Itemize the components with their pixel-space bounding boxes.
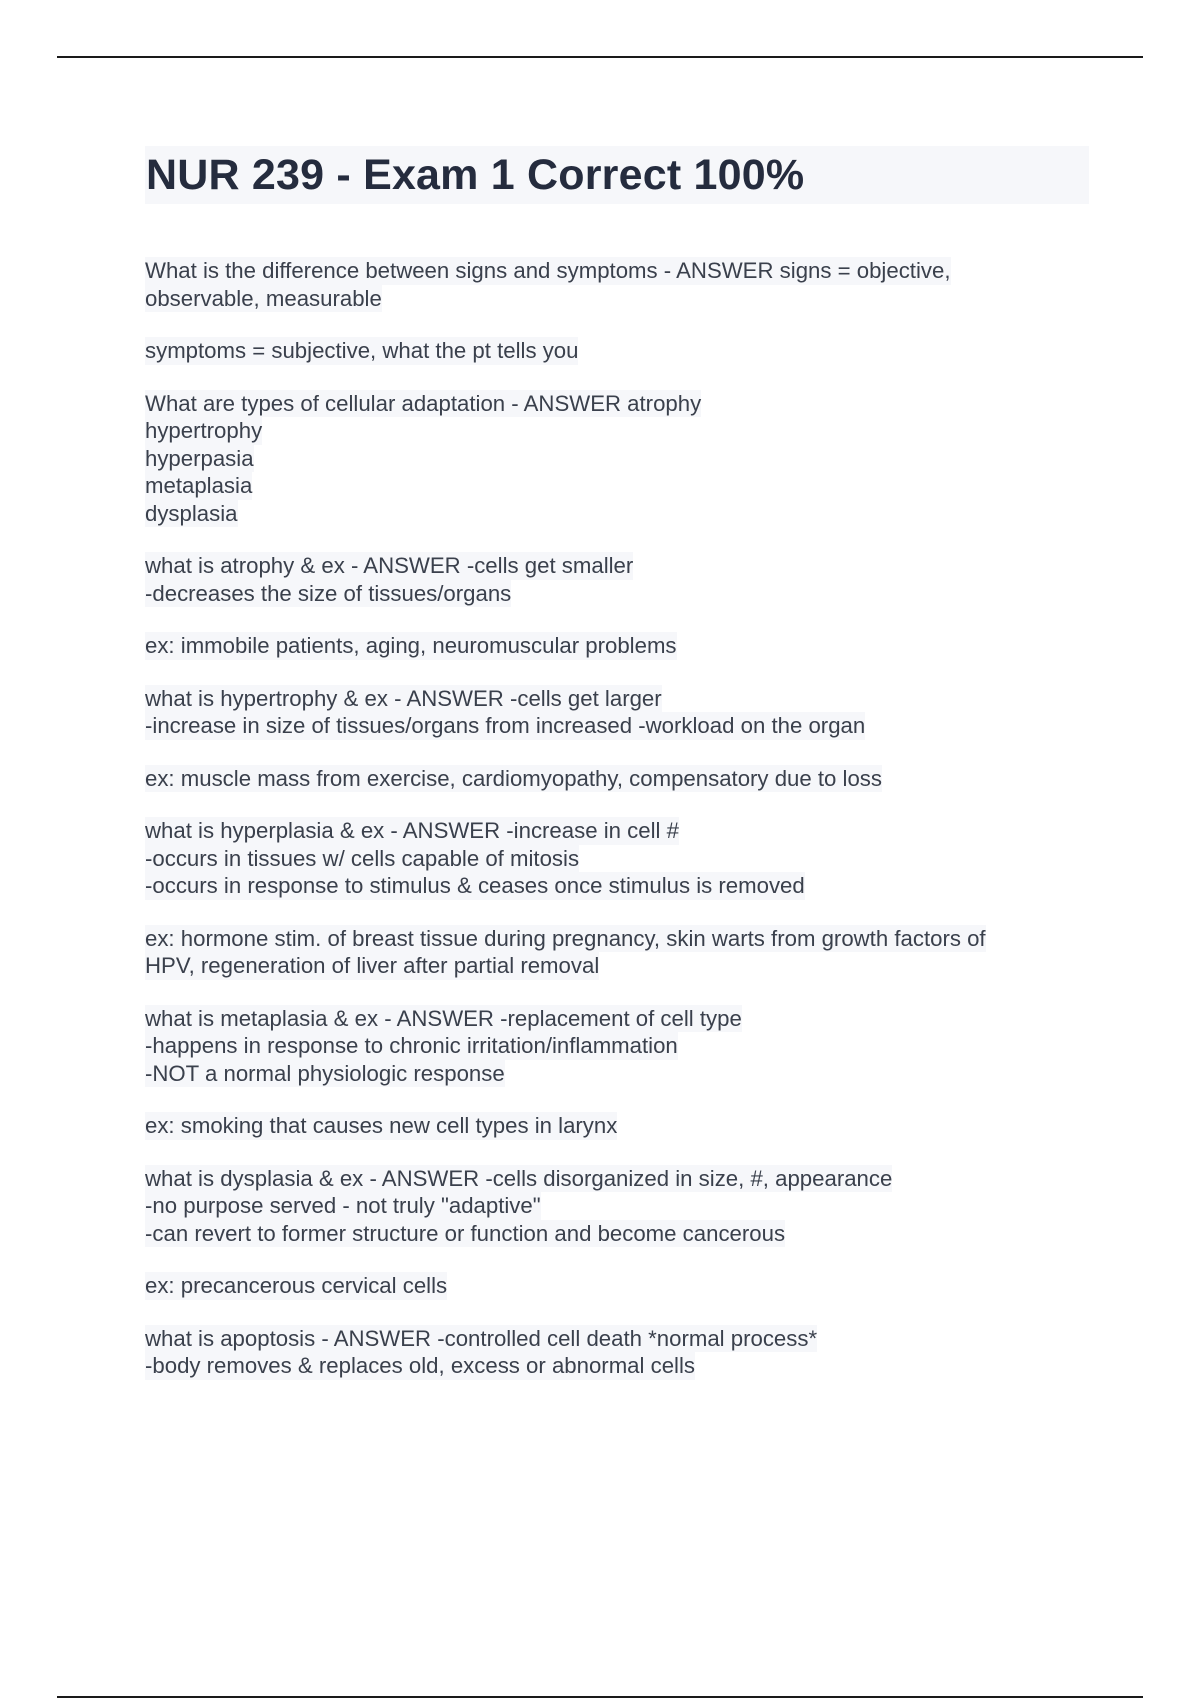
text-line: dysplasia [145,500,238,526]
text-line: ex: precancerous cervical cells [145,1273,448,1298]
qa-list [145,257,1089,1380]
text-line: -NOT a normal physiologic response [145,1060,505,1086]
text-line: -decreases the size of tissues/organs [145,580,512,606]
qa-paragraph [145,925,1089,980]
text-line: -happens in response to chronic irritation/inflammation [145,1033,678,1058]
qa-paragraph [145,337,1089,365]
text-line: -can revert to former structure or function and become cancerous [145,1220,786,1246]
text-line: -occurs in tissues w/ cells capable of mitosis [145,845,580,871]
document-title: NUR 239 - Exam 1 Correct 100% [146,150,805,199]
text-line: metaplasia [145,473,253,498]
text-line: -occurs in response to stimulus & ceases once stimulus is removed [145,873,805,898]
qa-paragraph [145,632,1089,660]
text-line: -body removes & replaces old, excess or abnormal cells [145,1353,695,1378]
text-line: what is atrophy & ex - ANSWER -cells get smaller [145,553,634,578]
text-line: What is the difference between signs and symptoms - ANSWER signs = objective, [145,258,951,283]
qa-paragraph [145,390,1089,528]
text-line: what is hyperplasia & ex - ANSWER -increase in cell # [145,818,679,843]
qa-paragraph [145,552,1089,607]
qa-paragraph [145,1272,1089,1300]
bottom-rule [57,1696,1143,1698]
text-line: HPV, regeneration of liver after partial removal [145,953,600,978]
qa-paragraph [145,1325,1089,1380]
text-line: -increase in size of tissues/organs from increased -workload on the organ [145,713,866,738]
qa-paragraph [145,257,1089,312]
text-line: what is dysplasia & ex - ANSWER -cells disorganized in size, #, appearance [145,1165,893,1191]
qa-paragraph [145,1005,1089,1088]
document-body [145,146,1089,1405]
text-line: What are types of cellular adaptation - ANSWER atrophy [145,390,702,416]
qa-paragraph [145,1112,1089,1140]
text-line: ex: smoking that causes new cell types in larynx [145,1113,618,1138]
text-line: symptoms = subjective, what the pt tells you [145,338,579,363]
text-line: hyperpasia [145,445,254,471]
qa-paragraph [145,817,1089,900]
text-line: -no purpose served - not truly "adaptive" [145,1193,541,1218]
text-line: ex: hormone stim. of breast tissue during pregnancy, skin warts from growth factors of [145,925,986,951]
qa-paragraph [145,685,1089,740]
text-line: ex: muscle mass from exercise, cardiomyopathy, compensatory due to loss [145,765,882,791]
text-line: what is hypertrophy & ex - ANSWER -cells get larger [145,685,662,711]
text-line: what is metaplasia & ex - ANSWER -replacement of cell type [145,1005,742,1031]
qa-paragraph [145,765,1089,793]
text-line: ex: immobile patients, aging, neuromuscular problems [145,633,677,658]
text-line: hypertrophy [145,418,263,443]
qa-paragraph [145,1165,1089,1248]
text-line: observable, measurable [145,285,382,311]
top-rule [57,56,1143,58]
text-line: what is apoptosis - ANSWER -controlled cell death *normal process* [145,1325,818,1351]
title-band [145,146,1089,204]
